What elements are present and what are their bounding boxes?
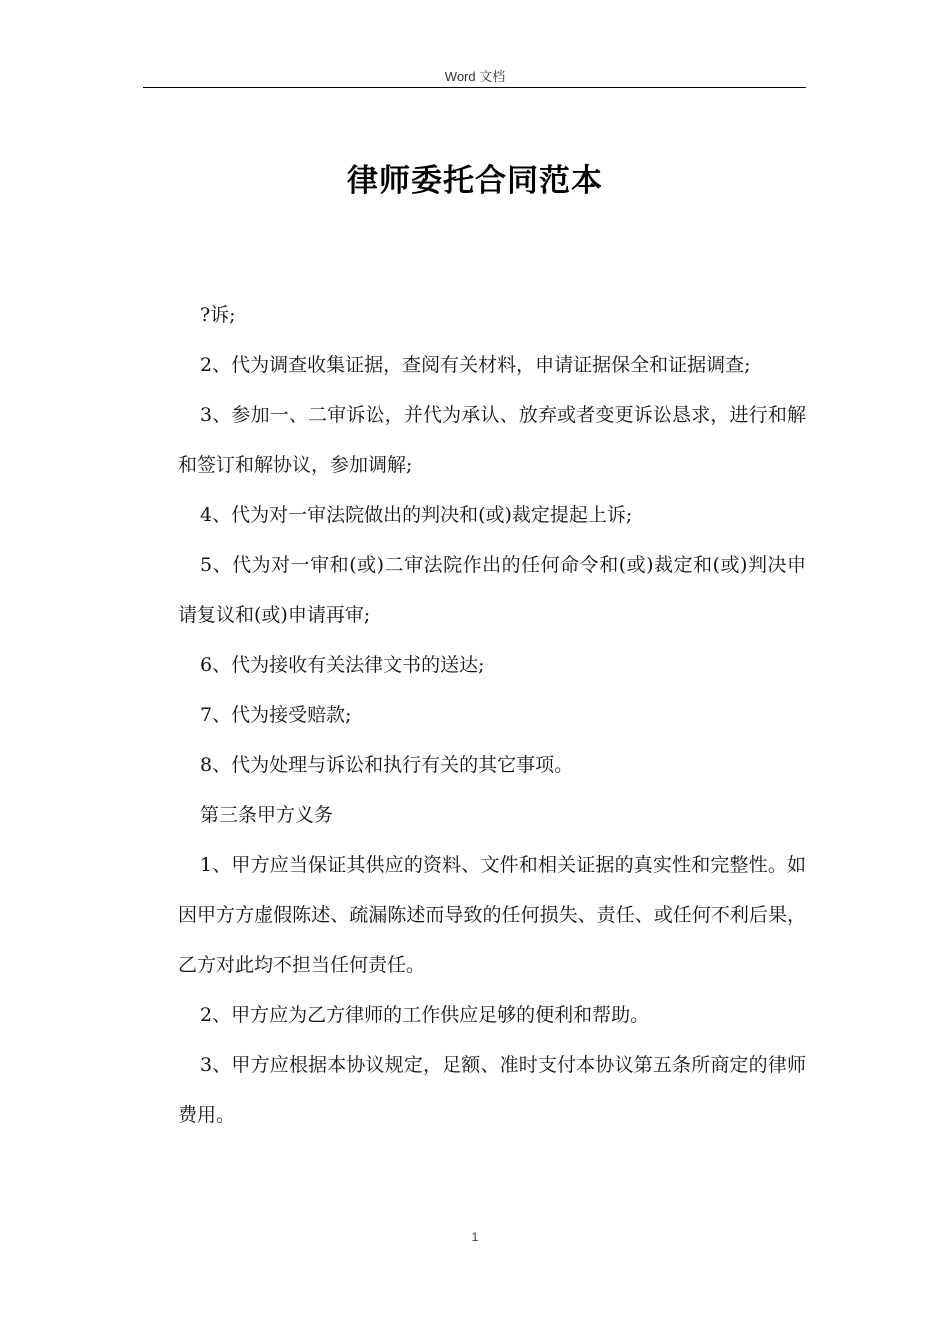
paragraph: 4、代为对一审法院做出的判决和(或)裁定提起上诉;: [200, 504, 633, 526]
paragraph: 5、代为对一审和(或)二审法院作出的任何命令和(或)裁定和(或)判决申请复议和(或)申请再审;: [178, 554, 806, 626]
paragraph: 1、甲方应当保证其供应的资料、文件和相关证据的真实性和完整性。如因甲方方虚假陈述、疏漏陈述而导致的任何损失、责任、或任何不利后果，乙方对此均不担当任何责任。: [178, 854, 806, 976]
header-divider: [143, 87, 806, 88]
page-header: Word 文档: [444, 69, 506, 84]
paragraph: 2、甲方应为乙方律师的工作供应足够的便利和帮助。: [200, 1004, 650, 1026]
section-heading: 第三条甲方义务: [200, 804, 334, 826]
paragraph: 6、代为接收有关法律文书的送达;: [200, 654, 485, 676]
paragraph: 2、代为调查收集证据，查阅有关材料，申请证据保全和证据调查;: [200, 354, 751, 376]
document-body: [178, 290, 806, 1140]
paragraph: 7、代为接受赔款;: [200, 704, 352, 726]
document-title: 律师委托合同范本: [347, 163, 603, 199]
paragraph: 3、甲方应根据本协议规定，足额、准时支付本协议第五条所商定的律师费用。: [178, 1054, 806, 1126]
paragraph: ?诉;: [200, 304, 236, 326]
page-number: 1: [471, 1230, 479, 1244]
paragraph: 8、代为处理与诉讼和执行有关的其它事项。: [200, 754, 574, 776]
paragraph: 3、参加一、二审诉讼，并代为承认、放弃或者变更诉讼恳求，进行和解和签订和解协议，参加调解;: [178, 404, 806, 476]
